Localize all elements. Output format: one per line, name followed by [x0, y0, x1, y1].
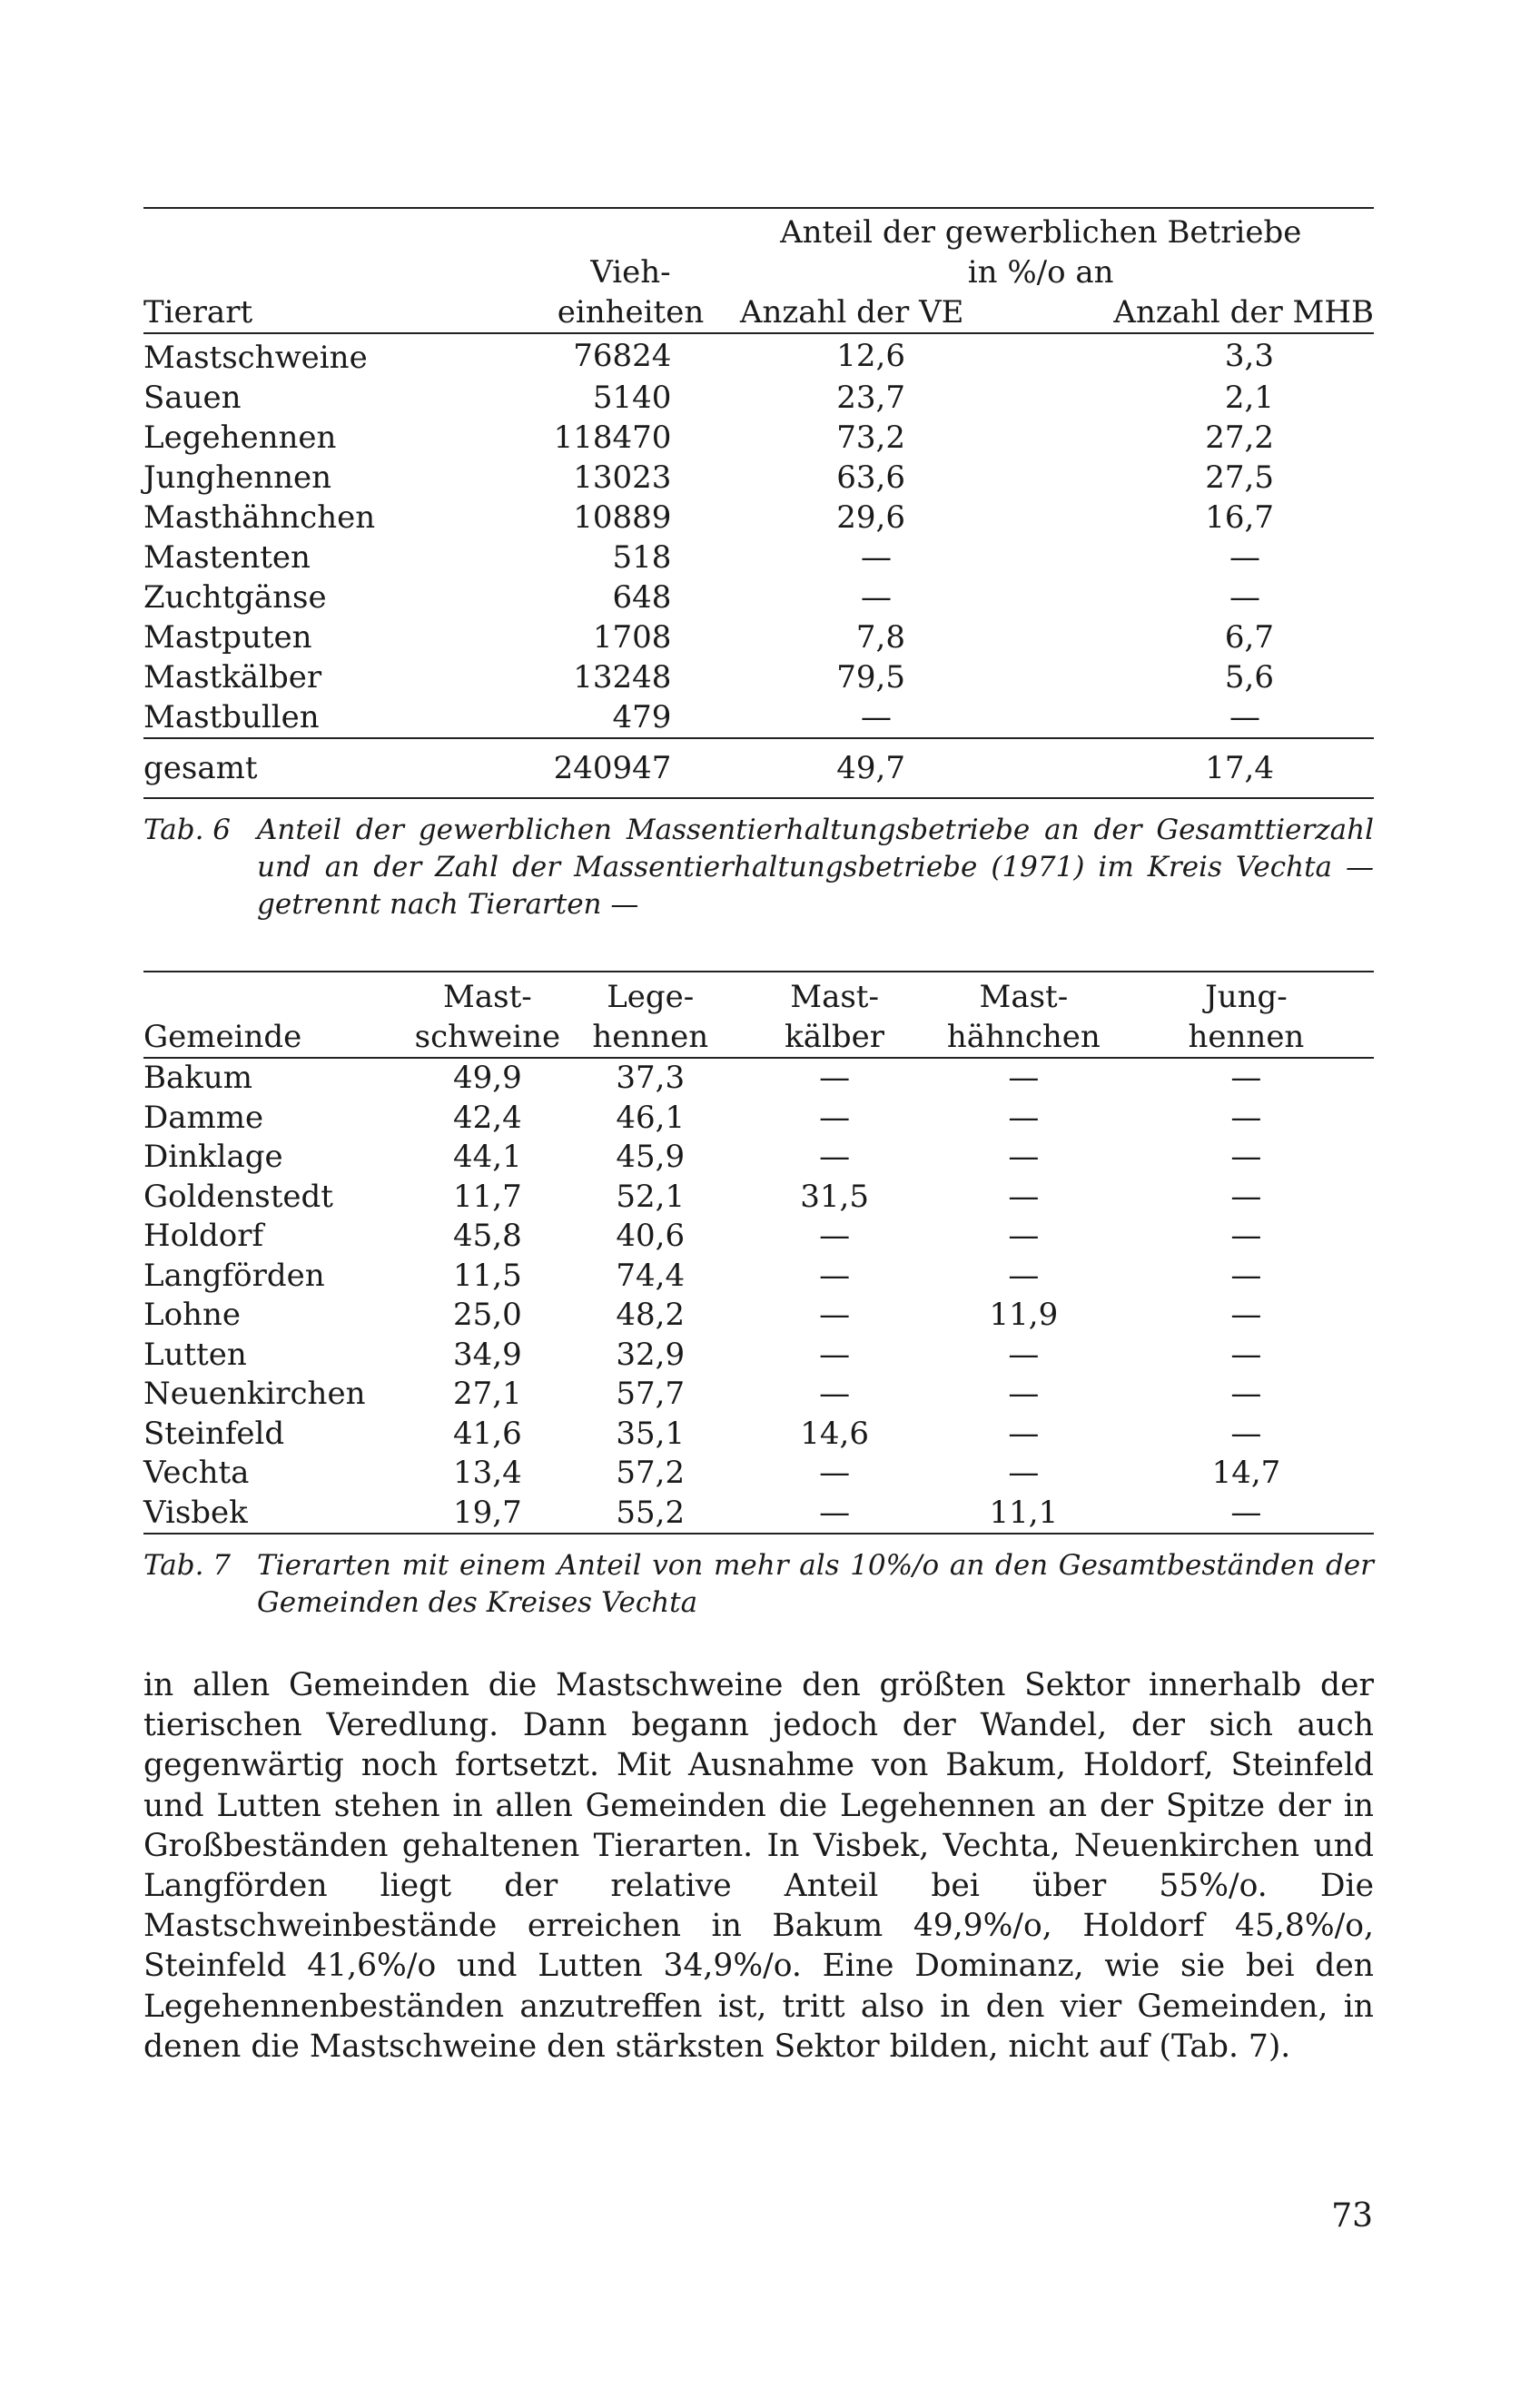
table2-header-c2-l1: Mast- [443, 979, 532, 1015]
table2-header-c4-l1: Mast- [790, 979, 879, 1015]
table-row [143, 577, 1374, 617]
table2-cell-d: — [1008, 1099, 1040, 1136]
table1-header-ve-line2: einheiten [557, 294, 705, 331]
table2-cell-a: 11,5 [453, 1257, 522, 1294]
table2-header-c5-l2: hähnchen [946, 1018, 1101, 1055]
table-7 [143, 978, 1374, 1533]
table2-top-rule [143, 971, 1374, 972]
table1-cell-anteil_mhb: — [1229, 699, 1260, 735]
table2-cell-c: — [819, 1257, 851, 1294]
table2-cell-e: — [1230, 1099, 1262, 1136]
table-row [143, 1336, 1374, 1376]
table2-header-c2-l2: schweine [414, 1018, 561, 1055]
table2-cell-e: — [1230, 1297, 1262, 1333]
table2-cell-d: — [1008, 1376, 1040, 1412]
table1-cell-anteil_ve: 7,8 [855, 619, 905, 656]
table-row [143, 498, 1374, 538]
table1-cell-ve: 5140 [592, 380, 672, 416]
table2-cell-c: — [819, 1494, 851, 1531]
table2-cell-a: 25,0 [453, 1297, 522, 1333]
table-row [143, 1296, 1374, 1336]
table1-total-anteil-mhb: 17,4 [1205, 750, 1274, 786]
table1-body [143, 333, 1374, 738]
table-row [143, 697, 1374, 738]
table-row [143, 1494, 1374, 1534]
table1-cell-ve: 648 [612, 579, 672, 616]
table2-cell-g: Goldenstedt [143, 1178, 333, 1215]
table2-cell-d: — [1008, 1415, 1040, 1452]
table2-cell-g: Neuenkirchen [143, 1376, 366, 1412]
table2-cell-g: Bakum [143, 1060, 252, 1096]
table2-cell-c: — [819, 1376, 851, 1412]
table1-cell-anteil_mhb: 16,7 [1205, 499, 1274, 536]
table1-cell-tierart: Mastkälber [143, 659, 322, 696]
table2-cell-a: 34,9 [453, 1336, 522, 1373]
table1-group-header-line1: Anteil der gewerblichen Betriebe [780, 214, 1302, 251]
table1-cell-anteil_mhb: 27,2 [1205, 419, 1274, 456]
table2-cell-a: 19,7 [453, 1494, 522, 1531]
table2-cell-e: — [1230, 1494, 1262, 1531]
table1-cell-anteil_mhb: 6,7 [1224, 619, 1274, 656]
table7-caption-label: Tab. 7 [143, 1549, 232, 1582]
table1-cell-anteil_ve: — [860, 579, 892, 616]
table7-caption-text: Tierarten mit einem Anteil von mehr als 10%/o an den Gesamtbeständen der Gemeinden des Kreises Vechta [257, 1549, 1374, 1619]
table1-cell-anteil_ve: — [860, 539, 892, 576]
table2-cell-a: 42,4 [453, 1099, 522, 1136]
table2-cell-c: — [819, 1455, 851, 1491]
table2-cell-b: 45,9 [616, 1139, 686, 1175]
table-row [143, 333, 1374, 378]
table2-cell-b: 35,1 [616, 1415, 686, 1452]
table2-cell-d: — [1008, 1257, 1040, 1294]
table1-top-rule [143, 207, 1374, 209]
page [143, 207, 1374, 2067]
table2-cell-d: 11,1 [989, 1494, 1059, 1531]
table2-cell-c: — [819, 1139, 851, 1175]
table1-total-label: gesamt [143, 750, 258, 786]
table-row [143, 657, 1374, 697]
table1-cell-anteil_mhb: 2,1 [1224, 380, 1274, 416]
table-row [143, 1099, 1374, 1139]
table-row [143, 1217, 1374, 1257]
table2-header-c5-l1: Mast- [979, 979, 1069, 1015]
table-row [143, 617, 1374, 657]
table2-cell-d: — [1008, 1455, 1040, 1491]
table-row [143, 1415, 1374, 1455]
table2-cell-b: 52,1 [616, 1178, 686, 1215]
table2-cell-g: Damme [143, 1099, 264, 1136]
table2-cell-b: 46,1 [616, 1099, 686, 1136]
table1-cell-tierart: Junghennen [143, 459, 332, 496]
table1-cell-tierart: Legehennen [143, 419, 337, 456]
table2-cell-a: 45,8 [453, 1218, 522, 1254]
table2-cell-e: — [1230, 1415, 1262, 1452]
table2-cell-g: Holdorf [143, 1218, 264, 1254]
table-row [143, 1138, 1374, 1178]
table1-cell-anteil_mhb: — [1229, 579, 1260, 616]
table1-cell-tierart: Sauen [143, 380, 242, 416]
table2-cell-d: — [1008, 1139, 1040, 1175]
table2-cell-e: — [1230, 1257, 1262, 1294]
table2-cell-d: — [1008, 1218, 1040, 1254]
table-row [143, 1178, 1374, 1218]
table2-cell-b: 32,9 [616, 1336, 686, 1373]
table1-cell-anteil_mhb: 5,6 [1224, 659, 1274, 696]
table2-bottom-rule [143, 1533, 1374, 1535]
table2-cell-g: Visbek [143, 1494, 248, 1531]
table2-header-c6-l1: Jung- [1205, 979, 1288, 1015]
table2-cell-g: Steinfeld [143, 1415, 285, 1452]
table2-header-c3-l1: Lege- [607, 979, 695, 1015]
table2-cell-a: 49,9 [453, 1060, 522, 1096]
table1-cell-ve: 76824 [573, 338, 672, 374]
page-number: 73 [1331, 2197, 1373, 2235]
table2-body [143, 1058, 1374, 1533]
table2-cell-e: — [1230, 1060, 1262, 1096]
table-row [143, 538, 1374, 577]
table1-cell-ve: 518 [612, 539, 672, 576]
table2-cell-e: — [1230, 1178, 1262, 1215]
table2-cell-e: — [1230, 1336, 1262, 1373]
table2-cell-a: 41,6 [453, 1415, 522, 1452]
table2-cell-d: — [1008, 1060, 1040, 1096]
table1-cell-ve: 479 [612, 699, 672, 735]
table2-cell-b: 55,2 [616, 1494, 686, 1531]
table-6 [143, 212, 1374, 799]
table2-cell-e: 14,7 [1211, 1455, 1281, 1491]
table2-cell-a: 44,1 [453, 1139, 522, 1175]
table2-cell-b: 74,4 [616, 1257, 686, 1294]
table1-cell-anteil_ve: — [860, 699, 892, 735]
table2-cell-b: 40,6 [616, 1218, 686, 1254]
table1-cell-tierart: Zuchtgänse [143, 579, 327, 616]
table1-cell-anteil_mhb: 27,5 [1205, 459, 1274, 496]
table2-cell-g: Langförden [143, 1257, 325, 1294]
table2-cell-c: 31,5 [800, 1178, 869, 1215]
body-paragraph: in allen Gemeinden die Mastschweine den größten Sektor innerhalb der tierischen Veredlung. Dann begann jedoch der Wandel, der sich auch gegenwärtig noch fortsetzt. Mit Ausnahme von Bakum, Holdorf, Steinfeld und Lutten stehen in allen Gemeinden die Legehennen an der Spitze der in Großbeständen gehaltenen Tierarten. In Visbek, Vechta, Neuenkirchen und Langförden liegt der relative Anteil bei über 55%/o. Die Mastschweinbestände erreichen in Bakum 49,9%/o, Holdorf 45,8%/o, Steinfeld 41,6%/o und Lutten 34,9%/o. Eine Dominanz, wie sie bei den Legehennenbeständen anzutreffen ist, tritt also in den vier Gemeinden, in denen die Mastschweine den stärksten Sektor bilden, nicht auf (Tab. 7). [143, 1667, 1374, 2065]
table6-caption-label: Tab. 6 [143, 814, 232, 846]
table1-cell-anteil_mhb: 3,3 [1224, 338, 1274, 374]
table6-caption-text: Anteil der gewerblichen Massentierhaltungsbetriebe an der Gesamttierzahl und an der Zahl der Massentierhaltungsbetriebe (1971) im Kreis Vechta — getrennt nach Tierarten — [257, 814, 1374, 921]
table2-cell-b: 57,7 [616, 1376, 686, 1412]
table2-cell-c: — [819, 1218, 851, 1254]
table1-cell-ve: 1708 [592, 619, 672, 656]
table2-header-gemeinde: Gemeinde [143, 1018, 302, 1055]
table7-caption [143, 1547, 1374, 1622]
table6-caption [143, 812, 1374, 923]
table1-header-anzahl-ve: Anzahl der VE [739, 294, 964, 331]
table-row [143, 1375, 1374, 1415]
table2-header-c6-l2: hennen [1188, 1018, 1305, 1055]
table1-header-ve-line1: Vieh- [590, 254, 671, 291]
table1-total-anteil-ve: 49,7 [836, 750, 905, 786]
table1-cell-ve: 13023 [573, 459, 672, 496]
table1-group-header-line2: in %/o an [967, 254, 1114, 291]
table2-cell-b: 57,2 [616, 1455, 686, 1491]
table1-cell-anteil_ve: 63,6 [836, 459, 905, 496]
table1-cell-tierart: Mastschweine [143, 340, 368, 376]
table2-cell-g: Dinklage [143, 1139, 283, 1175]
table2-cell-c: — [819, 1099, 851, 1136]
table1-cell-ve: 10889 [573, 499, 672, 536]
table2-cell-a: 27,1 [453, 1376, 522, 1412]
table1-cell-anteil_ve: 29,6 [836, 499, 905, 536]
table2-header-c3-l2: hennen [592, 1018, 709, 1055]
table-row [143, 1257, 1374, 1297]
table2-cell-b: 48,2 [616, 1297, 686, 1333]
table1-header-tierart: Tierart [143, 294, 253, 331]
table2-cell-e: — [1230, 1218, 1262, 1254]
table-row [143, 1058, 1374, 1099]
table2-cell-c: — [819, 1336, 851, 1373]
table2-cell-c: — [819, 1060, 851, 1096]
table1-cell-anteil_mhb: — [1229, 539, 1260, 576]
table1-total-ve: 240947 [553, 750, 672, 786]
table2-cell-a: 13,4 [453, 1455, 522, 1491]
table2-cell-b: 37,3 [616, 1060, 686, 1096]
table2-cell-c: 14,6 [800, 1415, 869, 1452]
table1-cell-tierart: Mastputen [143, 619, 312, 656]
table-row [143, 378, 1374, 418]
table2-cell-e: — [1230, 1376, 1262, 1412]
table1-cell-anteil_ve: 73,2 [836, 419, 905, 456]
table2-cell-d: 11,9 [989, 1297, 1059, 1333]
table-row [143, 458, 1374, 498]
table1-header-anzahl-mhb: Anzahl der MHB [1113, 294, 1374, 331]
table1-cell-anteil_ve: 12,6 [836, 338, 905, 374]
table1-cell-tierart: Mastenten [143, 539, 311, 576]
table2-cell-c: — [819, 1297, 851, 1333]
table1-cell-ve: 118470 [553, 419, 672, 456]
table2-header-c4-l2: kälber [785, 1018, 885, 1055]
table-row [143, 418, 1374, 458]
table1-cell-anteil_ve: 23,7 [836, 380, 905, 416]
table1-cell-ve: 13248 [573, 659, 672, 696]
table1-cell-tierart: Masthähnchen [143, 499, 376, 536]
table2-cell-g: Lohne [143, 1297, 241, 1333]
table2-cell-a: 11,7 [453, 1178, 522, 1215]
table2-cell-g: Lutten [143, 1336, 247, 1373]
table2-cell-d: — [1008, 1178, 1040, 1215]
table1-cell-tierart: Mastbullen [143, 699, 320, 735]
table1-cell-anteil_ve: 79,5 [836, 659, 905, 696]
table2-cell-e: — [1230, 1139, 1262, 1175]
table2-cell-g: Vechta [143, 1455, 250, 1491]
table2-cell-d: — [1008, 1336, 1040, 1373]
table-row [143, 1454, 1374, 1494]
